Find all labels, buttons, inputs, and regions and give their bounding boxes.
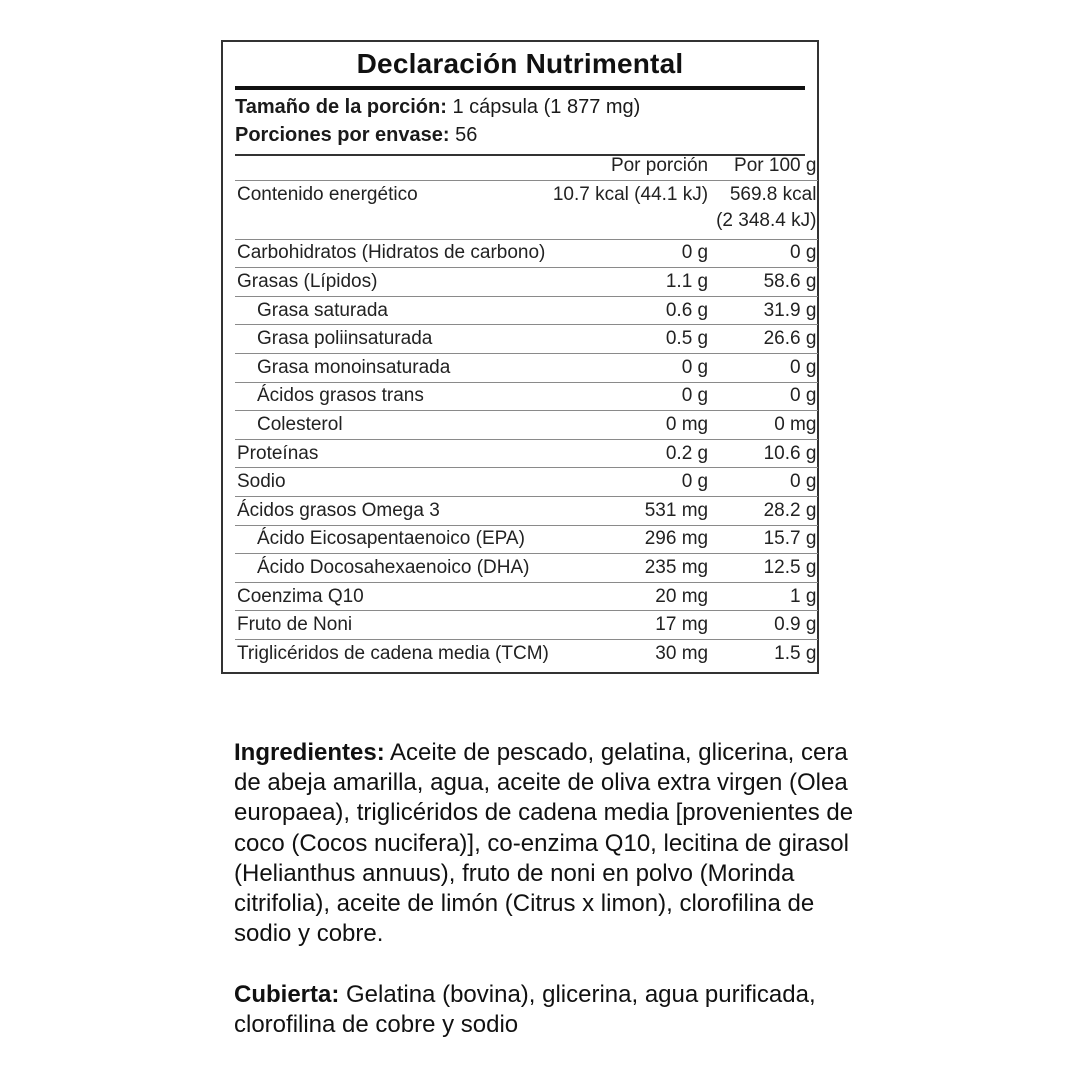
row-per-serving: 531 mg [551, 496, 714, 525]
row-per-100: 1.5 g [774, 642, 817, 664]
nutrition-facts-panel [221, 40, 819, 674]
row-per-100: 0 g [714, 468, 818, 497]
table-row [235, 496, 818, 525]
table-row [235, 582, 818, 611]
row-per-serving: 235 mg [551, 554, 714, 583]
serving-size-line [235, 94, 805, 120]
energy-kcal: 569.8 kcal [729, 183, 817, 205]
row-per-100: 12.5 g [714, 554, 818, 583]
row-name: Colesterol [235, 411, 551, 440]
row-per-100 [714, 180, 818, 239]
row-name: Grasas (Lípidos) [235, 268, 551, 297]
table-row [235, 611, 818, 640]
col-per-serving-header: Por porción [551, 152, 714, 180]
table-row [235, 382, 818, 411]
table-row [235, 353, 818, 382]
row-per-100: 28.2 g [714, 496, 818, 525]
row-name: Grasa saturada [235, 296, 551, 325]
row-name: Proteínas [235, 439, 551, 468]
row-per-serving: 0.2 g [551, 439, 714, 468]
row-name: Ácidos grasos trans [235, 382, 551, 411]
row-name: Grasa monoinsaturada [235, 353, 551, 382]
table-header-row [235, 152, 818, 180]
row-per-100: 0 mg [714, 411, 818, 440]
row-name: Triglicéridos de cadena media (TCM) [237, 642, 549, 664]
serving-size-value: 1 cápsula (1 877 mg) [452, 96, 641, 118]
row-name: Sodio [235, 468, 551, 497]
row-per-serving: 0 mg [551, 411, 714, 440]
row-name: Ácido Eicosapentaenoico (EPA) [235, 525, 551, 554]
row-per-serving: 20 mg [551, 582, 714, 611]
row-per-serving: 0 g [551, 353, 714, 382]
title-rule [235, 86, 805, 90]
row-name: Grasa poliinsaturada [235, 325, 551, 354]
servings-per-container-line [235, 122, 805, 148]
row-per-100: 0.9 g [714, 611, 818, 640]
ingredients-label: Ingredientes: [234, 739, 385, 766]
row-name: Carbohidratos (Hidratos de carbono) [235, 239, 551, 268]
panel-title: Declaración Nutrimental [356, 48, 684, 79]
serving-size-label: Tamaño de la porción: [235, 96, 447, 118]
row-per-serving: 0.5 g [551, 325, 714, 354]
table-row [235, 411, 818, 440]
coating-paragraph [234, 980, 874, 1040]
table-row [235, 268, 818, 297]
table-row-energy [235, 180, 818, 239]
row-name: Coenzima Q10 [235, 582, 551, 611]
table-row [235, 468, 818, 497]
row-per-serving: 0 g [551, 468, 714, 497]
row-per-serving: 1.1 g [551, 268, 714, 297]
row-per-serving: 0 g [551, 239, 714, 268]
row-per-100: 0 g [714, 382, 818, 411]
table-row [235, 554, 818, 583]
row-per-100: 58.6 g [714, 268, 818, 297]
row-name: Ácido Docosahexaenoico (DHA) [235, 554, 551, 583]
row-per-100: 10.6 g [714, 439, 818, 468]
row-per-serving: 10.7 kcal (44.1 kJ) [551, 180, 714, 239]
row-name: Ácidos grasos Omega 3 [235, 496, 551, 525]
row-per-100: 31.9 g [714, 296, 818, 325]
servings-label: Porciones por envase: [235, 124, 450, 146]
row-per-serving: 17 mg [551, 611, 714, 640]
row-per-100: 0 g [714, 353, 818, 382]
col-per-100-header: Por 100 g [714, 152, 818, 180]
row-per-100: 1 g [714, 582, 818, 611]
row-per-serving: 30 mg [655, 642, 709, 664]
table-row [235, 239, 818, 268]
ingredients-paragraph [234, 738, 874, 949]
table-row [235, 525, 818, 554]
row-per-serving: 296 mg [551, 525, 714, 554]
table-row [235, 296, 818, 325]
row-name: Fruto de Noni [235, 611, 551, 640]
table-row [235, 639, 818, 667]
energy-kj: (2 348.4 kJ) [716, 209, 817, 231]
row-per-100: 15.7 g [714, 525, 818, 554]
table-row [235, 439, 818, 468]
servings-value: 56 [455, 124, 478, 146]
row-name: Contenido energético [235, 180, 551, 239]
row-per-100: 0 g [714, 239, 818, 268]
coating-text: Gelatina (bovina), glicerina, agua purificada, clorofilina de cobre y sodio [234, 981, 816, 1039]
table-row [235, 325, 818, 354]
row-per-serving: 0.6 g [551, 296, 714, 325]
row-per-100: 26.6 g [714, 325, 818, 354]
ingredients-text: Aceite de pescado, gelatina, glicerina, cera de abeja amarilla, agua, aceite de oliva extra virgen (Olea europaea), triglicéridos de cadena media [provenientes de coco (Cocos nucifera)], co-enzima Q10, lecitina de girasol (Helianthus annuus), fruto de noni en polvo (Morinda citrifolia), aceite de limón (Citrus x limon), clorofilina de sodio y cobre. [234, 739, 854, 948]
row-per-serving: 0 g [551, 382, 714, 411]
nutrition-table [235, 152, 818, 668]
coating-label: Cubierta: [234, 981, 340, 1008]
